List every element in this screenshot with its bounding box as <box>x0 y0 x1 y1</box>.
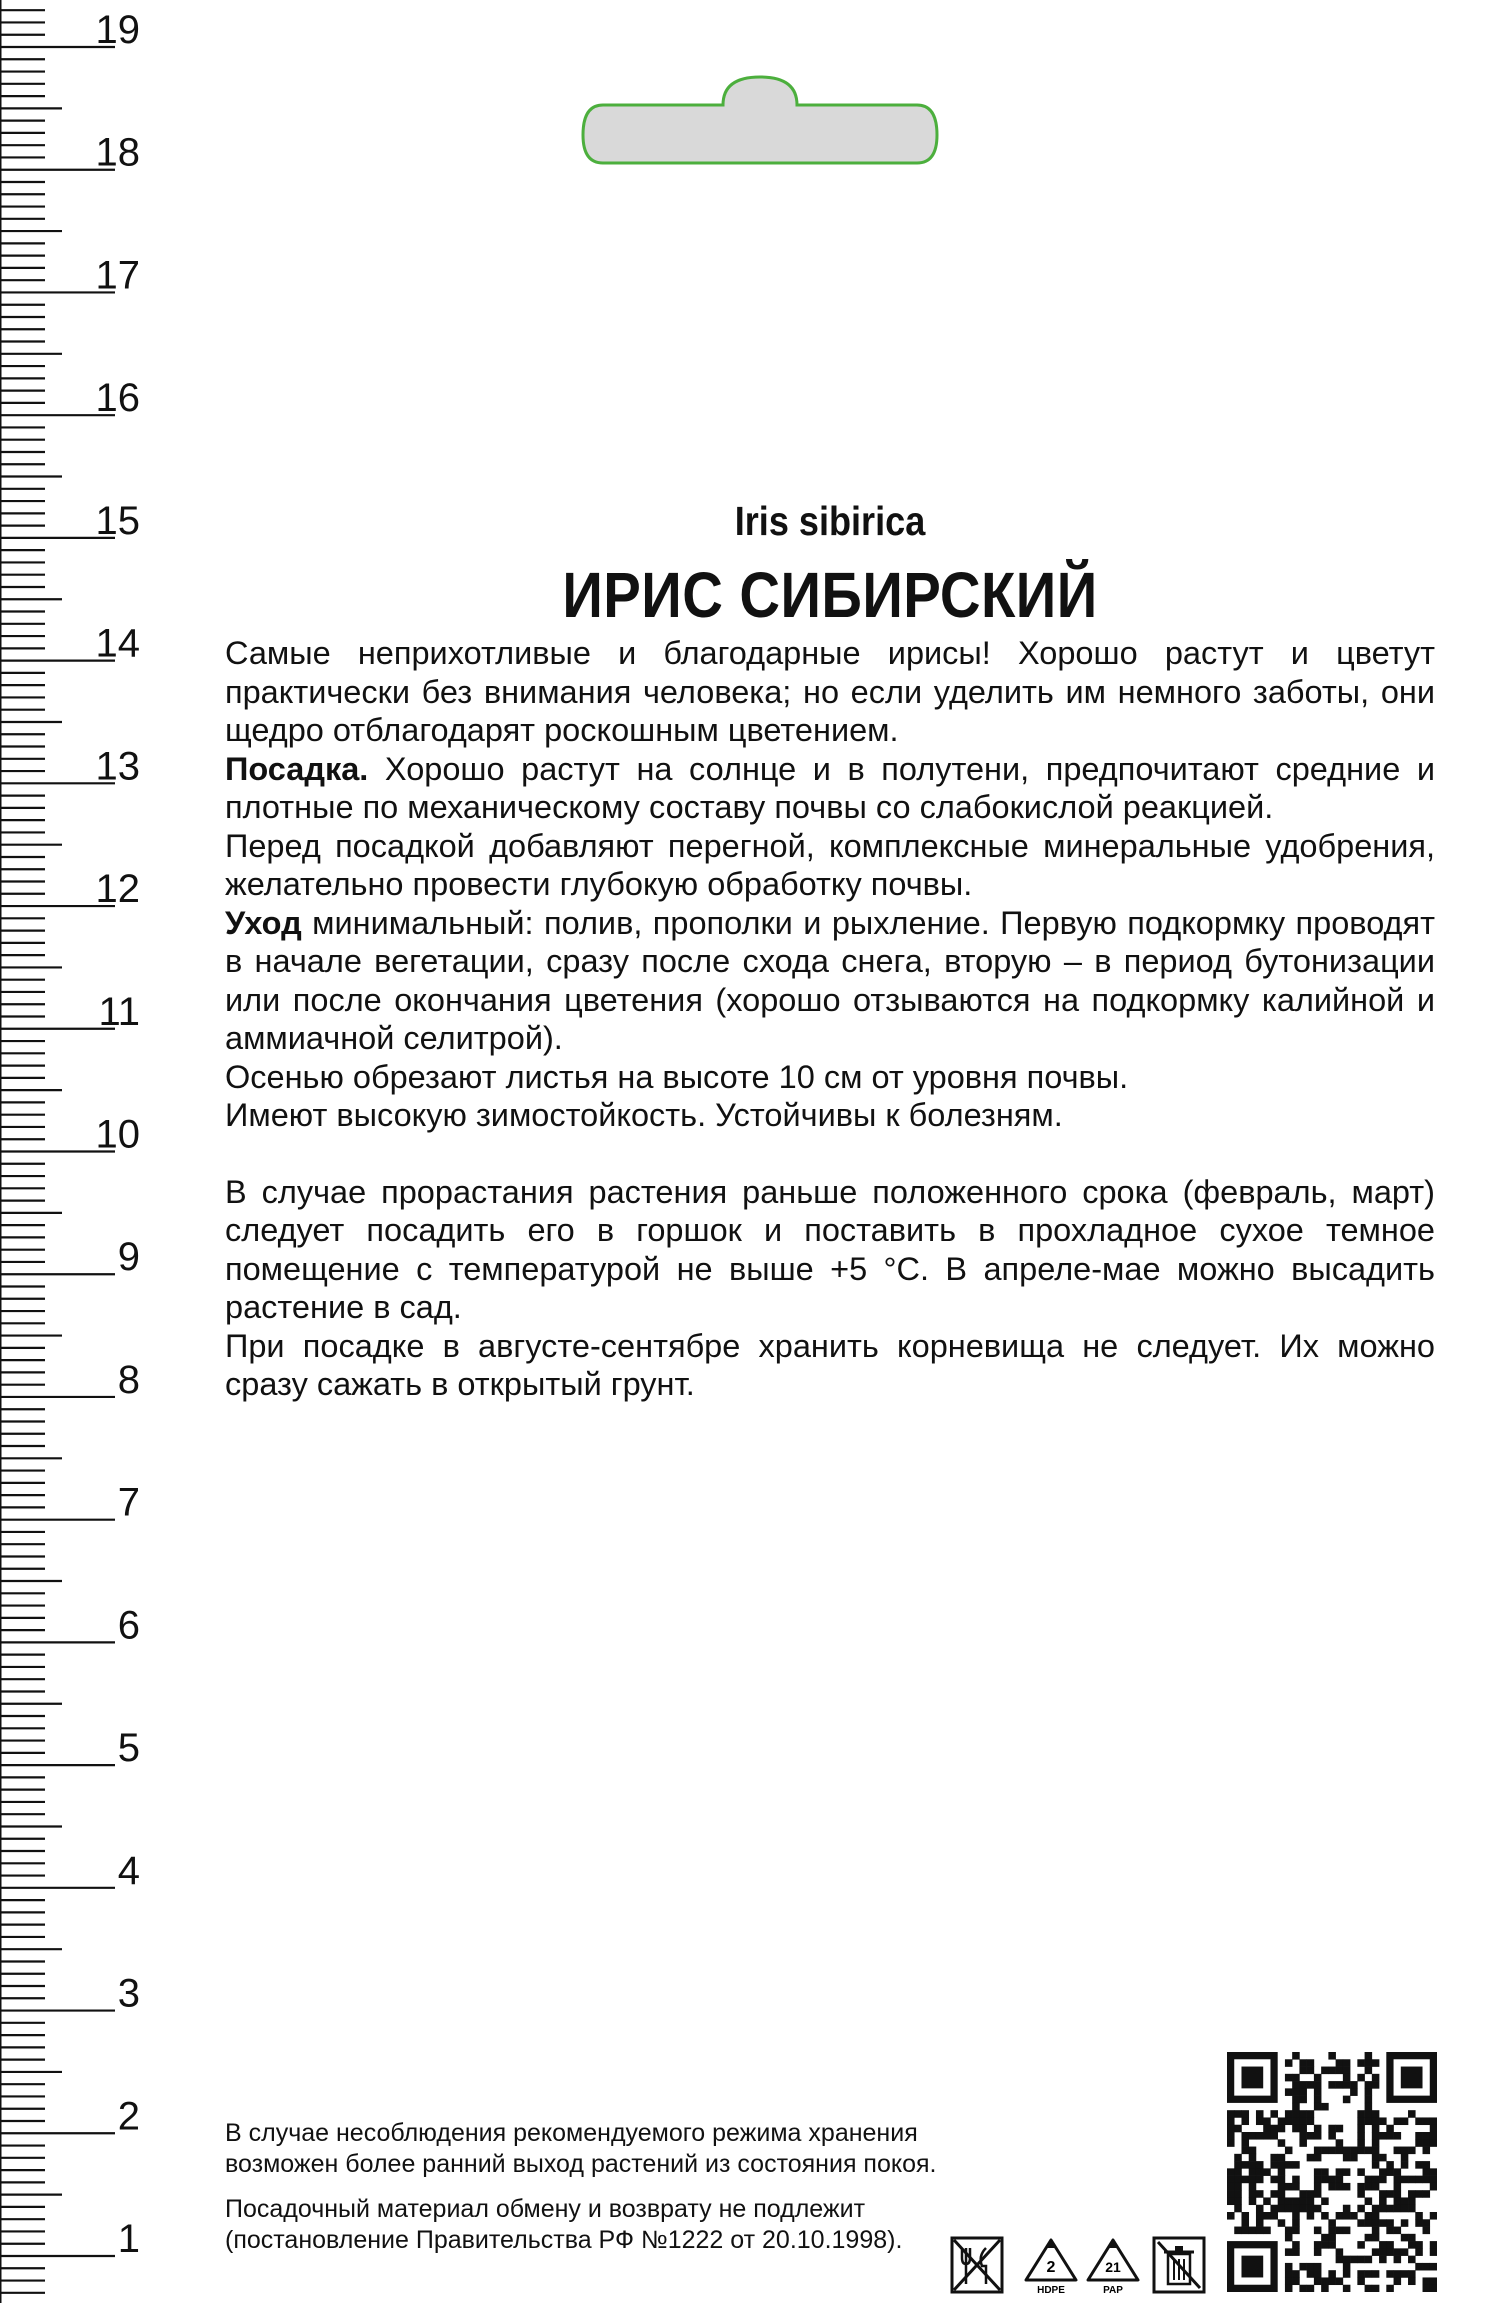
latin-name: Iris sibirica <box>734 498 926 544</box>
no-return-notice: Посадочный материал обмену и возврату не подлежит (постановление Правительства РФ №1222 от 20.10.1998). <box>225 2195 903 2254</box>
pap-number: 21 <box>1105 2259 1121 2275</box>
early-sprout-paragraph: В случае прорастания растения раньше положенного срока (февраль, март) следует посадить его в горшок и поставить в прохладное сухое темное помещение с температурой не выше +5 °С. В апреле-мае можно высадить растение в сад. <box>225 1173 1435 1325</box>
pap-recycle-icon <box>1082 2234 1144 2296</box>
ruler-label: 14 <box>95 621 140 666</box>
trash-bin-icon <box>1150 2234 1208 2296</box>
ruler-label: 5 <box>117 1726 140 1771</box>
ruler-label: 12 <box>95 867 140 912</box>
hdpe-label: HDPE <box>1037 2285 1065 2296</box>
ruler-label: 4 <box>117 1848 140 1893</box>
preplant-paragraph: Перед посадкой добавляют перегной, комплексные минеральные удобрения, желательно провести глубокую обработку почвы. <box>225 827 1435 902</box>
planting-text: Хорошо растут на солнце и в полутени, предпочитают средние и плотные по механическому составу почвы со слабокислой реакцией. <box>225 750 1435 825</box>
not-for-food-icon <box>948 2234 1006 2296</box>
pap-label: PAP <box>1103 2285 1123 2296</box>
description-text <box>225 634 1435 1404</box>
august-paragraph: При посадке в августе-сентябре хранить корневища не следует. Их можно сразу сажать в открытый грунт. <box>225 1327 1435 1402</box>
hardiness-paragraph: Имеют высокую зимостойкость. Устойчивы к болезням. <box>225 1097 1063 1133</box>
hang-tab-outline <box>575 65 945 170</box>
hdpe-recycle-icon <box>1020 2234 1082 2296</box>
ruler-label: 11 <box>98 989 140 1034</box>
autumn-paragraph: Осенью обрезают листья на высоте 10 см от уровня почвы. <box>225 1058 1129 1095</box>
ruler-label: 17 <box>95 253 140 298</box>
ruler-label: 2 <box>117 2094 140 2139</box>
ruler-label: 19 <box>95 8 140 52</box>
ruler-label: 18 <box>95 130 140 175</box>
care-paragraph <box>225 904 1435 1058</box>
ruler-label: 10 <box>95 1112 140 1157</box>
product-title: ИРИС СИБИРСКИЙ <box>562 559 1098 631</box>
ruler-label: 16 <box>95 376 140 421</box>
ruler-label: 9 <box>117 1235 140 1280</box>
intro-paragraph: Самые неприхотливые и благодарные ирисы! Хорошо растут и цветут практически без внимания человека; но если уделить им немного заботы, они щедро отблагодарят роскошным цветением. <box>225 635 1435 748</box>
ruler-label: 15 <box>95 498 140 543</box>
measuring-ruler <box>0 0 150 2303</box>
planting-label: Посадка. <box>225 750 369 787</box>
ruler-label: 7 <box>117 1480 140 1525</box>
ruler-label: 8 <box>117 1357 140 1402</box>
care-label: Уход <box>225 904 302 941</box>
ruler-label: 13 <box>95 744 140 789</box>
ruler-label: 6 <box>117 1603 140 1648</box>
ruler-label: 1 <box>117 2217 140 2261</box>
care-text: минимальный: полив, прополки и рыхление. Первую подкормку проводят в начале вегетации, сразу после схода снега, вторую – в период бутонизации или после окончания цветения (хорошо отзываются на подкормку калийной и аммиачной селитрой). <box>225 904 1435 1056</box>
qr-pattern <box>1227 2052 1437 2292</box>
hdpe-number: 2 <box>1046 2259 1056 2276</box>
planting-paragraph <box>225 750 1435 827</box>
qr-code <box>1227 2052 1437 2292</box>
ruler-label: 3 <box>117 1971 140 2016</box>
footer-notes <box>225 2118 965 2256</box>
storage-warning: В случае несоблюдения рекомендуемого режима хранения возможен более ранний выход растений из состояния покоя. <box>225 2119 937 2178</box>
